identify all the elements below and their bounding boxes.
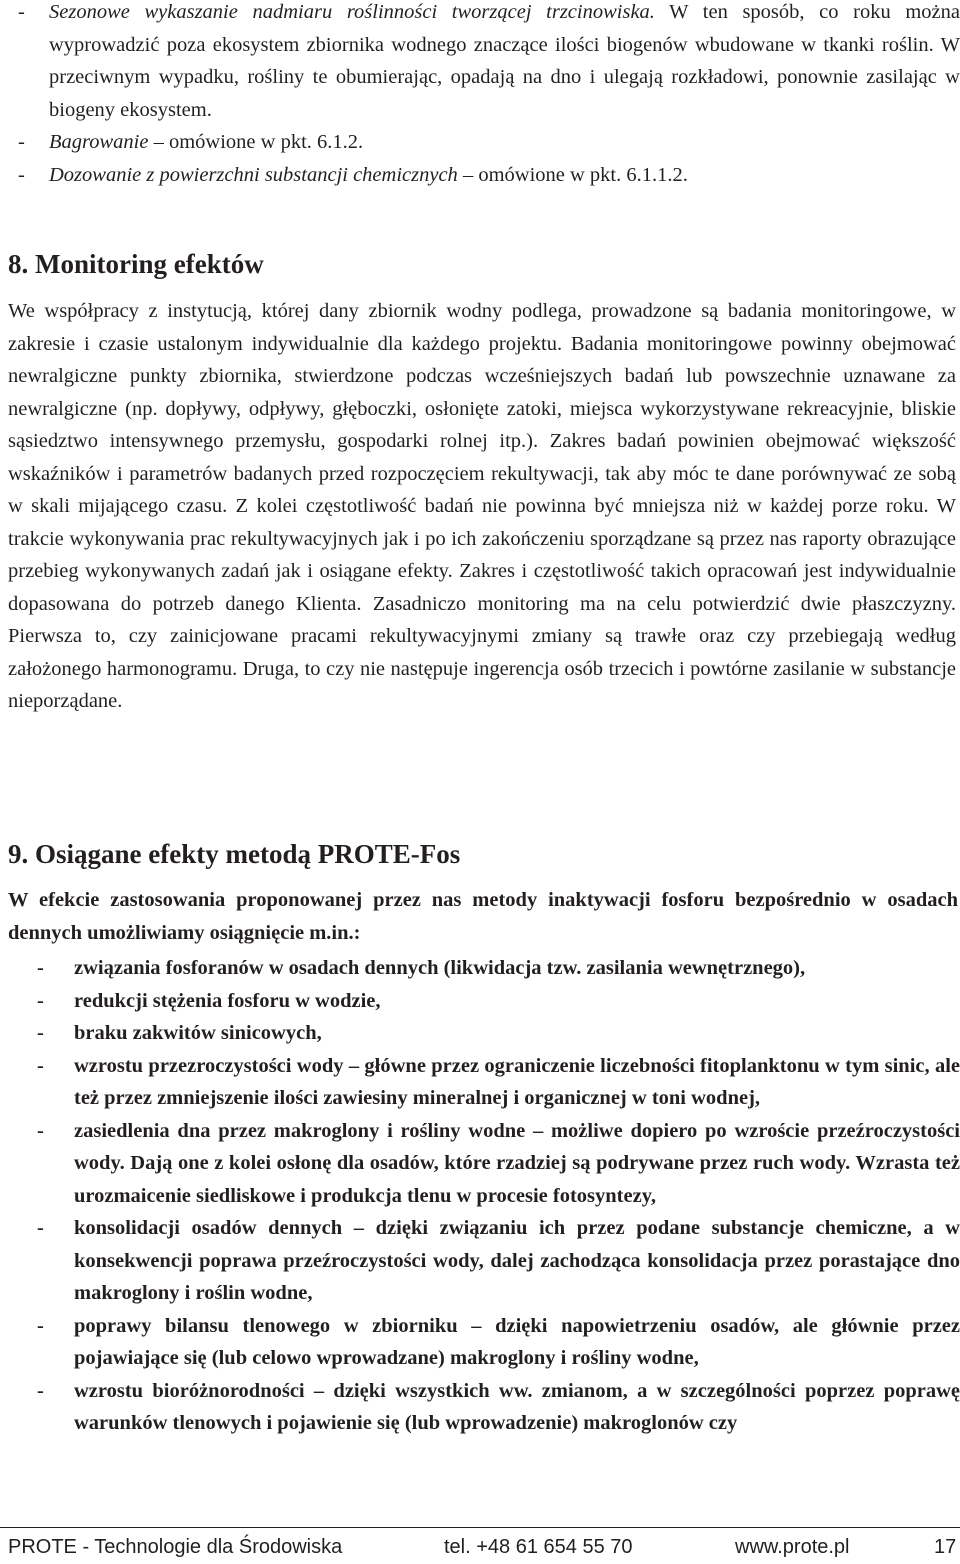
list-item-label: Bagrowanie [49,131,149,153]
section-8-heading: 8. Monitoring efektów [8,249,264,279]
list-item [0,1017,960,1050]
list-dash: - [37,1054,44,1077]
list-dash: - [18,131,25,153]
list-item [8,0,960,126]
list-dash: - [37,1022,44,1044]
list-dash: - [37,1314,44,1337]
list-item [0,1375,960,1440]
list-item [8,159,960,192]
list-item [0,1310,960,1375]
section-8-body: We współpracy z instytucją, której dany zbiornik wodny podlega, prowadzone są badania monitoringowe, w zakresie i czasie ustalonym indywidualnie dla każdego projektu. Badania monitoringowe powinny obejmować newralgiczne punkty zbiornika, stwierdzone podczas wcześniejszych badań lub powszechnie uznawane za newralgiczne (np. dopływy, odpływy, głęboczki, osłonięte zatoki, miejsca wykorzystywane rekreacyjnie, bliskie sąsiedztwo intensywnego przemysłu, gospodarki rolnej itp.). Zakres badań powinien obejmować większość wskaźników i parametrów badanych przed rozpoczęciem rekultywacji, tak aby móc te dane porównywać ze sobą w skali mijającego czasu. Z kolei częstotliwość badań nie powinna być mniejsza niż w każdej porze roku. W trakcie wykonywania prac rekultywacyjnych jak i po ich zakończeniu sporządzane są przez nas raporty obrazujące przebieg wykonywanych zadań jak i osiągane efekty. Zakres i częstotliwość takich opracowań jest indywidualnie dopasowana do potrzeb danego Klienta. Zasadniczo monitoring ma na celu potwierdzić dwie płaszczyzny. Pierwsza to, czy zainicjowane pracami rekultywacyjnymi zmiany są trawłe oraz czy przebiegają według założonego harmonogramu. Druga, to czy nie następuje ingerencja osób trzecich i powtórne zasilanie w substancje nieporządane. [8,300,956,712]
list-item [8,126,960,159]
footer-company: PROTE - Technologie dla Środowiska [8,1536,343,1558]
list-item-text: konsolidacji osadów dennych – dzięki związaniu ich przez podane substancje chemiczne, a w konsekwencji poprawa przeźroczystości wody, dalej zachodząca konsolidacja przez porastające dno makroglony i roślin wodne, [74,1217,960,1304]
list-item-text: wzrostu bioróżnorodności – dzięki wszystkich ww. zmianom, a w szczególności poprzez poprawę warunków tlenowych i pojawienie się (lub wprowadzenie) makroglonów czy [74,1379,960,1434]
list-item-text: – omówione w pkt. 6.1.2. [148,131,364,153]
footer-page-number: 17 [934,1536,957,1558]
list-item-text: W ten sposób, co roku można wyprowadzić poza ekosystem zbiornika wodnego znaczące ilości biogenów wbudowane w tkanki roślin. W przeciwnym wypadku, rośliny te obumierając, opadają na dno i ulegają rozkładowi, ponownie zasilając w biogeny ekosystem. [49,1,960,121]
list-dash: - [37,1379,44,1402]
list-dash: - [37,1119,44,1142]
list-item-text: braku zakwitów sinicowych, [74,1022,322,1044]
list-item [0,1212,960,1310]
footer-website[interactable]: www.prote.pl [735,1536,850,1558]
methods-list [8,0,960,191]
list-item [0,952,960,985]
list-item-text: poprawy bilansu tlenowego w zbiorniku – dzięki napowietrzeniu osadów, ale głównie przez pojawiające się (lub celowo wprowadzane) makroglony i rośliny wodne, [74,1314,960,1369]
effects-list [0,952,960,1440]
list-item [0,985,960,1018]
list-item [0,1050,960,1115]
list-item-text: związania fosforanów w osadach dennych (likwidacja tzw. zasilania wewnętrznego), [74,957,806,979]
list-dash: - [37,989,44,1012]
list-item-text: zasiedlenia dna przez makroglony i rośliny wodne – możliwe dopiero po wzroście przeźroczystości wody. Dają one z kolei osłonę dla osadów, które rzadziej są podrywane przez ruch wody. Wzrasta też urozmaicenie siedliskowe i produkcja tlenu w procesie fotosyntezy, [74,1119,960,1207]
list-dash: - [18,163,25,186]
list-item-text: – omówione w pkt. 6.1.1.2. [457,163,688,186]
list-item-label: Sezonowe wykaszanie nadmiaru roślinności tworzącej trzcinowiska. [49,1,655,23]
list-item [0,1115,960,1213]
list-item-text: wzrostu przezroczystości wody – główne przez ograniczenie liczebności fitoplanktonu w tym sinic, ale też przez zmniejszenie ilości zawiesiny mineralnej i organicznej w toni wodnej, [74,1054,960,1109]
list-dash: - [37,957,44,979]
list-item-label: Dozowanie z powierzchni substancji chemicznych [49,163,458,186]
list-dash: - [18,1,25,23]
section-9-heading: 9. Osiągane efekty metodą PROTE-Fos [8,839,461,869]
section-9-intro: W efekcie zastosowania proponowanej przez nas metody inaktywacji fosforu bezpośrednio w osadach dennych umożliwiamy osiągnięcie m.in.: [8,889,958,944]
list-dash: - [37,1217,44,1239]
list-item-text: redukcji stężenia fosforu w wodzie, [74,989,381,1012]
footer-phone: tel. +48 61 654 55 70 [444,1536,633,1558]
page-footer [0,1527,960,1564]
